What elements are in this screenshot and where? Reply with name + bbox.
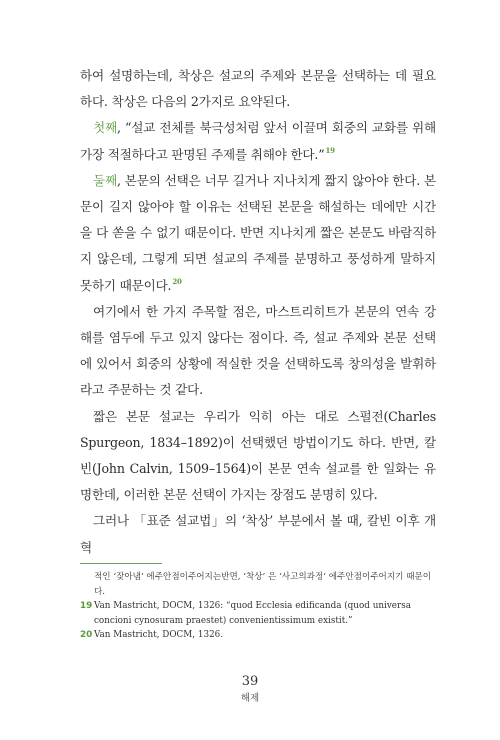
- paragraph: [80, 299, 436, 404]
- paragraph-text: , 본문의 선택은 너무 길거나 지나치게 짧지 않아야 한다. 본문이 길지 않아야 할 이유는 선택된 본문을 해설하는 데에만 시간을 다 쏟을 수 없기 때문이다. 반면 지나치게 짧은 본문도 바람직하지 않은데, 그렇게 되면 설교의 주제를 분명하고 풍성하게 말하지 못하기 때문이다.: [80, 172, 436, 293]
- footnote-item: [80, 628, 436, 643]
- list-marker: 첫째: [93, 120, 117, 136]
- page-number: 39: [241, 674, 259, 689]
- body-text: [80, 63, 436, 561]
- footnote-number: 19: [80, 601, 93, 612]
- paragraph: [80, 508, 436, 560]
- paragraph-text: 여기에서 한 가지 주목할 점은, 마스트리히트가 본문의 연속 강해를 염두에 두고 있지 않다는 점이다. 즉, 설교 주제와 본문 선택에 있어서 회중의 상황에 적실한 것을 선택하도록 창의성을 발휘하라고 주문하는 것 같다.: [80, 303, 436, 398]
- footnote-ref[interactable]: 19: [325, 145, 335, 155]
- footnote-divider: [80, 563, 162, 564]
- paragraph: [80, 168, 436, 299]
- footnote-ref[interactable]: 20: [172, 276, 182, 286]
- list-marker: 둘째: [93, 172, 117, 188]
- footnote-number: 20: [80, 630, 93, 641]
- paragraph: [80, 115, 436, 167]
- footnote-continuation: 적인 ‘잦아냄’ 에주안점이주어지는반면, ‘착상’ 은 ‘사고의과정’ 에주안점이주어지기 때문이다.: [94, 572, 432, 597]
- footnote-text: Van Mastricht, DOCM, 1326: “quod Ecclesia edificanda (quod universa concioni cynosuram praestet) convenientissimum existit.”: [94, 601, 411, 626]
- footnote-item: [80, 599, 436, 628]
- paragraph: [80, 404, 436, 509]
- running-foot: 해제: [240, 693, 260, 704]
- paragraph-text: 그러나 「표준 설교법」의 ‘착상’ 부분에서 볼 때, 칼빈 이후 개혁: [80, 513, 436, 555]
- paragraph: [80, 63, 436, 115]
- footnote-text: Van Mastricht, DOCM, 1326.: [94, 630, 224, 641]
- footnotes: [80, 570, 436, 643]
- paragraph-text: , “설교 전체를 북극성처럼 앞서 이끌며 회중의 교화를 위해 가장 적절하다고 판명된 주제를 취해야 한다.”: [80, 120, 436, 162]
- paragraph-text: 하여 설명하는데, 착상은 설교의 주제와 본문을 선택하는 데 필요하다. 착상은 다음의 2가지로 요약된다.: [80, 68, 436, 110]
- paragraph-text: 짧은 본문 설교는 우리가 익히 아는 대로 스펄전(Charles Spurgeon, 1834–1892)이 선택했던 방법이기도 하다. 반면, 칼빈(John Calvin, 1509–1564)이 본문 연속 설교를 한 일화는 유명한데, 이러한 본문 선택이 가지는 장점도 분명히 있다.: [80, 408, 436, 503]
